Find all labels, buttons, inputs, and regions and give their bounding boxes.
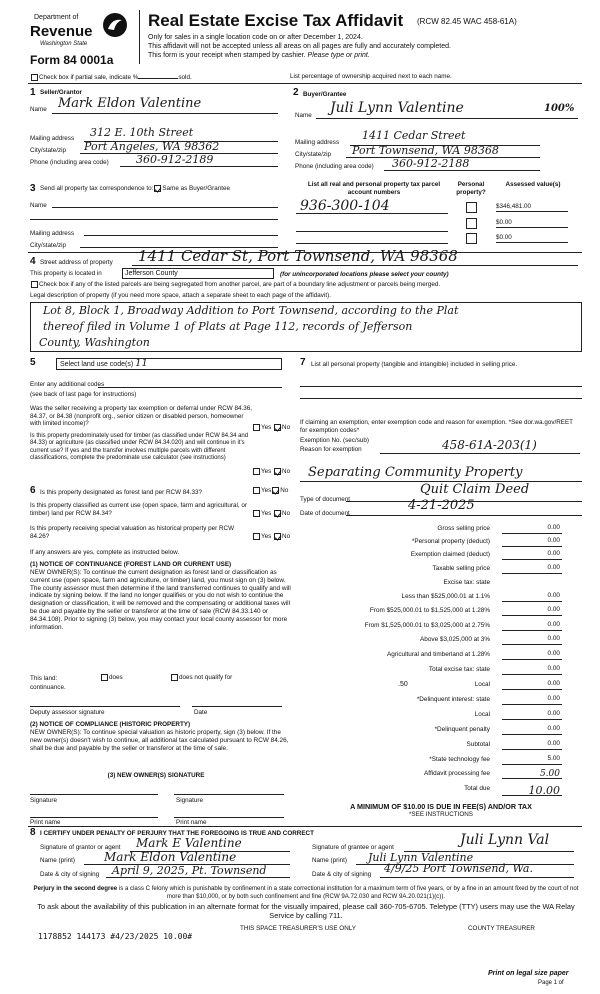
form-citation: (RCW 82.45 WAC 458-61A) (417, 17, 517, 26)
assessed-value-2[interactable]: $0.00 (496, 219, 568, 228)
q5-yes-label: Yes (261, 533, 272, 541)
grantee-name-label: Name (print) (312, 857, 347, 864)
fee-label: Subtotal (466, 741, 490, 748)
fee-value[interactable]: 0.00 (502, 537, 562, 547)
current-use-question: Is this property classified as current use (open space, farm and agricultural, or timber) land per RCW 84.34? (30, 502, 247, 517)
if-yes-note: If any answers are yes, complete as instructed below. (30, 549, 180, 556)
unincorporated-note: (for unincorporated locations please select your county) (280, 271, 449, 278)
parcel-col-heading: List all real and personal property tax parcel account numbers (307, 181, 441, 196)
header-note-3: This form is your receipt when stamped by cashier. (148, 52, 306, 59)
owner-signature-label-2: Signature (176, 797, 203, 804)
partial-sale-label: Check box if partial sale, indicate % (39, 74, 139, 82)
exemption-deferral-question: Was the seller receiving a property tax exemption or deferral under RCW 84.36, 84.37, or 84.38 (nonprofit org., senior citizen or disabled person, homeowner with limited income)? (30, 405, 253, 428)
dept-line2: Revenue (30, 23, 93, 40)
county-select[interactable]: Jefferson County (122, 268, 274, 279)
fee-label: Less than $525,000.01 at 1.1% (401, 593, 490, 600)
correspondence-mailing-label: Mailing address (30, 230, 75, 237)
buyer-name[interactable]: Juli Lynn Valentine (330, 100, 464, 116)
personal-property-checkbox-1[interactable] (466, 202, 477, 213)
fee-label: Affidavit processing fee (424, 770, 490, 777)
fee-label: Excise tax: state (443, 579, 490, 586)
q3-yes-label: Yes (261, 487, 272, 495)
fee-value[interactable]: 0.00 (502, 621, 562, 631)
buyer-phone-label: Phone (including area code) (295, 163, 374, 170)
q1-no-checkbox[interactable] (274, 424, 281, 431)
owner-print-name-label-1: Print name (30, 819, 61, 826)
seller-phone-label: Phone (including area code) (30, 159, 109, 166)
q1-yes-checkbox[interactable] (253, 424, 260, 431)
fee-row-total-state (300, 665, 562, 676)
fee-label: Local (474, 681, 490, 688)
see-instructions-note: *SEE INSTRUCTIONS (408, 811, 474, 818)
fee-row-taxable (300, 564, 562, 575)
fee-value[interactable]: 0.00 (502, 725, 562, 735)
seller-section-number: 1 (30, 87, 36, 98)
street-address-label: Street address of property (40, 259, 113, 266)
dept-line3: Washington State (40, 41, 88, 47)
fee-value[interactable]: 0.00 (502, 592, 562, 602)
personal-property-col-heading: Personal property? (456, 181, 486, 196)
seller-name[interactable]: Mark Eldon Valentine (58, 96, 202, 111)
same-as-buyer-checkbox[interactable] (154, 185, 161, 192)
grantor-name[interactable]: Mark Eldon Valentine (104, 850, 237, 864)
grantee-name[interactable]: Juli Lynn Valentine (368, 851, 474, 864)
fee-row-personal (300, 537, 562, 548)
buyer-mailing[interactable]: 1411 Cedar Street (362, 129, 466, 142)
fee-label: *Delinquent penalty (434, 726, 490, 733)
seller-heading: Seller/Grantor (40, 89, 82, 96)
this-land-label: This land: (30, 675, 58, 682)
fee-label: Local (474, 711, 490, 718)
personal-property-checkbox-2[interactable] (466, 218, 477, 229)
seller-city-label: City/state/zip (30, 147, 67, 154)
correspondence-city-label: City/state/zip (30, 242, 67, 249)
fee-row-delinquent-local (300, 710, 562, 721)
correspondence-name-label: Name (30, 202, 47, 209)
fee-row-exemption (300, 550, 562, 561)
fee-row-tier2 (300, 606, 562, 617)
exemption-number-label: Exemption No. (sec/sub) (300, 437, 369, 444)
fee-value[interactable]: 0.00 (502, 635, 562, 645)
perjury-notice (30, 885, 582, 900)
fee-row-technology (300, 755, 562, 766)
fee-row-delinquent-interest (300, 695, 562, 706)
fee-value[interactable]: 5.00 (502, 769, 562, 779)
header-note-1: Only for sales in a single location code on or after December 1, 2024. (148, 34, 363, 41)
personal-property-checkbox-3[interactable] (466, 233, 477, 244)
new-owner-signature-title: (3) NEW OWNER(S) SIGNATURE (107, 772, 205, 779)
fee-value[interactable]: 0.00 (502, 564, 562, 574)
partial-sale-label-b: sold. (178, 74, 192, 82)
document-type-label: Type of document (300, 496, 351, 503)
fee-label: Taxable selling price (432, 565, 490, 572)
document-type[interactable]: Quit Claim Deed (420, 482, 530, 497)
exemption-reason-label: Reason for exemption (300, 446, 362, 453)
legal-line-1: Lot 8, Block 1, Broadway Addition to Port Townsend, according to the Plat (43, 304, 459, 317)
seller-phone[interactable]: 360-912-2189 (136, 153, 214, 166)
q5-no-label: No (282, 533, 291, 541)
grantee-date-city[interactable]: 4/9/25 Port Townsend, Wa. (384, 862, 533, 875)
ownership-note: List percentage of ownership acquired next to each name. (290, 73, 452, 80)
fee-row-subtotal (300, 740, 562, 751)
buyer-heading: Buyer/Grantee (303, 91, 347, 98)
same-as-buyer-label: Same as Buyer/Grantee (162, 185, 230, 193)
q3-yes-checkbox[interactable] (253, 487, 260, 494)
fee-label: *State technology fee (429, 756, 490, 763)
exemption-number[interactable]: 458-61A-203(1) (442, 438, 537, 452)
fee-row-tier3 (300, 621, 562, 632)
print-legal-note: Print on legal size paper (488, 970, 569, 977)
fee-value[interactable]: 0.00 (502, 680, 562, 690)
segregated-checkbox[interactable] (31, 281, 38, 288)
continuance-label: continuance. (30, 684, 66, 691)
street-address[interactable]: 1411 Cedar St, Port Townsend, WA 98368 (138, 247, 458, 265)
exemption-reason[interactable]: Separating Community Property (308, 465, 523, 480)
fee-label: From $525,000.01 to $1,525,000 at 1.28% (369, 607, 490, 614)
q2-no-checkbox[interactable] (274, 468, 281, 475)
notice-continuance-title: (1) NOTICE OF CONTINUANCE (FOREST LAND OR CURRENT USE) (30, 561, 232, 568)
fee-value[interactable]: 0.00 (502, 550, 562, 560)
fee-row-excise-heading (300, 578, 562, 589)
historical-question: Is this property receiving special valuation as historical property per RCW 84.26? (30, 525, 235, 540)
legal-description-label: Legal description of property (if you need more space, attach a separate sheet to each page of the affidavit). (30, 292, 331, 299)
seller-name-label: Name (30, 106, 47, 113)
q2-yes-label: Yes (261, 468, 272, 476)
fee-label: Exemption claimed (deduct) (410, 551, 490, 558)
see-back-note: (see back of last page for instructions) (30, 391, 137, 398)
forest-section-number: 6 (30, 485, 36, 496)
fee-label: Agricultural and timberland at 1.28% (386, 651, 490, 658)
fee-value[interactable]: 0.00 (502, 650, 562, 660)
notice-compliance-body: NEW OWNER(S): To continue special valuation as historic property, sign (3) below. If the new owner(s) doesn't wish to continue, all additional tax calculated pursuant to RCW 84.26, shall be due and payable by the seller or transferor at the time of sale. (30, 729, 289, 752)
perjury-text: is a class C felony which is punishable by confinement in a state correctional institution for a maximum term of five years, or by a fine in an amount fixed by the court of not more than $10,000, or by both such confinement and fine (RCW 9A.72.030 and RCW 9A.20.021(1)(c)). (118, 885, 579, 900)
cashier-receipt-stamp: 1178852 144173 #4/23/2025 10.00# (38, 932, 193, 941)
property-section-number: 4 (30, 256, 36, 267)
grantor-date-city[interactable]: April 9, 2025, Pt. Townsend (112, 864, 267, 877)
certify-heading: I CERTIFY UNDER PENALTY OF PERJURY THAT THE FOREGOING IS TRUE AND CORRECT (40, 830, 314, 837)
dor-logo (28, 10, 128, 54)
timber-agriculture-question: Is this property predominately used for timber (as classified under RCW 84.34 and 84.33) or agriculture (as classified under RCW 84.34.020) and will continue in it's current use? If yes and the transfer involves multiple parcels with different classifications, complete the predominate use calculator (see instructions) (30, 433, 249, 461)
page-number: Page 1 of (538, 980, 564, 986)
fee-value[interactable]: 0.00 (502, 710, 562, 720)
assessed-value-3[interactable]: $0.00 (496, 234, 568, 243)
correspondence-label: Send all property tax correspondence to: (40, 185, 154, 193)
legal-description-box[interactable] (30, 302, 582, 352)
personal-property-section-number: 7 (300, 357, 306, 368)
deputy-signature-label: Deputy assessor signature (30, 709, 105, 716)
buyer-city-label: City/state/zip (295, 151, 332, 158)
fee-value[interactable]: 0.00 (502, 695, 562, 705)
buyer-section-number: 2 (293, 87, 299, 98)
fee-value[interactable]: 10.00 (502, 784, 562, 796)
buyer-name-label: Name (295, 112, 312, 119)
fee-value[interactable]: 0.00 (502, 740, 562, 750)
fee-label: Gross selling price (437, 525, 490, 532)
additional-codes-label: Enter any additional codes (30, 381, 105, 388)
fee-row-local (300, 680, 562, 691)
perjury-bold: Perjury in the second degree (33, 885, 118, 892)
fee-value[interactable]: 5.00 (502, 755, 562, 765)
q3-no-checkbox[interactable] (272, 487, 279, 494)
buyer-percent[interactable]: 100% (544, 103, 575, 114)
fee-label: Above $3,025,000 at 3% (420, 636, 490, 643)
form-number: Form 84 0001a (30, 53, 114, 67)
county-treasurer-label: COUNTY TREASURER (468, 925, 535, 932)
fee-row-tier4 (300, 635, 562, 646)
q3-no-label: No (280, 487, 289, 495)
grantor-name-label: Name (print) (40, 857, 75, 864)
does-not-label: does not qualify for (179, 674, 233, 682)
document-date-label: Date of document (300, 510, 350, 517)
personal-property-label: List all personal property (tangible and intangible) included in selling price. (311, 361, 518, 368)
owner-print-name-label-2: Print name (176, 819, 207, 826)
fee-value[interactable]: 0.00 (502, 606, 562, 616)
notice-compliance-title: (2) NOTICE OF COMPLIANCE (HISTORIC PROPERTY) (30, 721, 191, 728)
owner-signature-label-1: Signature (30, 797, 57, 804)
deputy-date-label: Date (194, 709, 208, 716)
fee-label: *Personal property (deduct) (411, 538, 490, 545)
parcel-number[interactable]: 936-300-104 (300, 198, 390, 214)
does-label: does (109, 674, 123, 682)
grantee-signature[interactable]: Juli Lynn Val (460, 832, 550, 848)
notice-continuance-body: NEW OWNER(S): To continue the current designation as forest land or classification as current use (open space, farm and agriculture, or timber) land, you must sign on (3) below. The county assessor must then determine if the land transferred continues to qualify and will indicate by signing below. If the land no longer qualifies or you do not wish to continue the designation or classification, it will be removed and the compensating or additional taxes will be due and payable by the seller or transferor at the time of sale (RCW 84.33.140 or 84.34.108). Prior to signing (3) below, you may contact your local county assessor for more information. (30, 569, 291, 631)
fee-row-gross (300, 524, 562, 535)
q1-no-label: No (282, 424, 291, 432)
q4-yes-label: Yes (261, 510, 272, 518)
grantor-date-label: Date & city of signing (40, 871, 100, 878)
form-title: Real Estate Excise Tax Affidavit (148, 11, 404, 30)
seller-mailing[interactable]: 312 E. 10th Street (90, 126, 194, 139)
treasurer-use-label: THIS SPACE TREASURER'S USE ONLY (240, 925, 356, 932)
q5-no-checkbox[interactable] (274, 533, 281, 540)
located-in-label: This property is located in (30, 270, 102, 277)
does-not-checkbox[interactable] (171, 674, 178, 681)
q2-no-label: No (282, 468, 291, 476)
fee-label: Total due (464, 785, 490, 792)
legal-line-2: thereof filed in Volume 1 of Plats at Page 112, records of Jefferson (43, 320, 413, 333)
assessed-value-col-heading: Assessed value(s) (505, 181, 561, 188)
grantor-signature[interactable]: Mark E Valentine (136, 836, 242, 850)
fee-row-agricultural (300, 650, 562, 661)
header-note-3-italic: Please type or print. (307, 52, 370, 59)
grantor-signature-label: Signature of grantor or agent (40, 844, 121, 851)
header-note-2: This affidavit will not be accepted unless all areas on all pages are fully and accurately completed. (148, 43, 451, 50)
fee-row-delinquent-penalty (300, 725, 562, 736)
q5-yes-checkbox[interactable] (253, 533, 260, 540)
q1-yes-label: Yes (261, 424, 272, 432)
dor-swirl-icon (102, 12, 128, 38)
fee-label: Total excise tax: state (428, 666, 490, 673)
partial-sale-checkbox[interactable] (31, 74, 38, 81)
fee-row-total-due (300, 784, 562, 795)
minimum-due-note: A MINIMUM OF $10.00 IS DUE IN FEE(S) AND/OR TAX (350, 802, 532, 811)
q4-no-label: No (282, 510, 291, 518)
fee-label: *Delinquent interest: state (416, 696, 490, 703)
fee-value[interactable]: 0.00 (502, 665, 562, 675)
certify-section-number: 8 (30, 827, 36, 838)
exemption-intro: If claiming an exemption, enter exemption code and reason for exemption. *See dor.wa.gov/REET for exemption codes* (300, 419, 573, 434)
seller-mailing-label: Mailing address (30, 135, 75, 142)
segregated-note: Check box if any of the listed parcels are being segregated from another parcel, are part of a boundary line adjustment or parcels being merged. (39, 281, 441, 289)
assessed-value-1[interactable]: $346,481.00 (496, 203, 568, 212)
buyer-phone[interactable]: 360-912-2188 (392, 157, 470, 170)
q4-no-checkbox[interactable] (274, 510, 281, 517)
correspondence-section-number: 3 (30, 183, 36, 194)
forest-land-question: Is this property designated as forest land per RCW 84.33? (40, 489, 203, 496)
q4-yes-checkbox[interactable] (253, 510, 260, 517)
document-date[interactable]: 4-21-2025 (408, 498, 475, 513)
land-use-select-label: Select land use code(s) (60, 361, 134, 368)
fee-label: From $1,525,000.01 to $3,025,000 at 2.75% (364, 622, 490, 629)
local-rate: .50 (398, 681, 408, 688)
land-use-handwritten: 11 (135, 358, 148, 369)
seller-city[interactable]: Port Angeles, WA 98362 (84, 140, 220, 153)
fee-row-tier1 (300, 592, 562, 603)
buyer-mailing-label: Mailing address (295, 139, 340, 146)
land-use-select[interactable] (56, 358, 282, 370)
dept-line1: Department of (34, 14, 79, 21)
grantee-date-label: Date & city of signing (312, 871, 372, 878)
fee-value[interactable]: 0.00 (502, 524, 562, 534)
grantee-signature-label: Signature of grantee or agent (312, 844, 394, 851)
buyer-city[interactable]: Port Townsend, WA 98368 (352, 144, 499, 157)
fee-row-processing (300, 769, 562, 780)
land-use-section-number: 5 (30, 357, 36, 368)
q2-yes-checkbox[interactable] (253, 468, 260, 475)
legal-line-3: County, Washington (39, 336, 150, 349)
does-checkbox[interactable] (101, 674, 108, 681)
availability-notice: To ask about the availability of this publication in an alternate format for the visually impaired, please call 360-705-6705. Teletype (TTY) users may use the WA Relay Service by calling 711. (37, 902, 575, 920)
